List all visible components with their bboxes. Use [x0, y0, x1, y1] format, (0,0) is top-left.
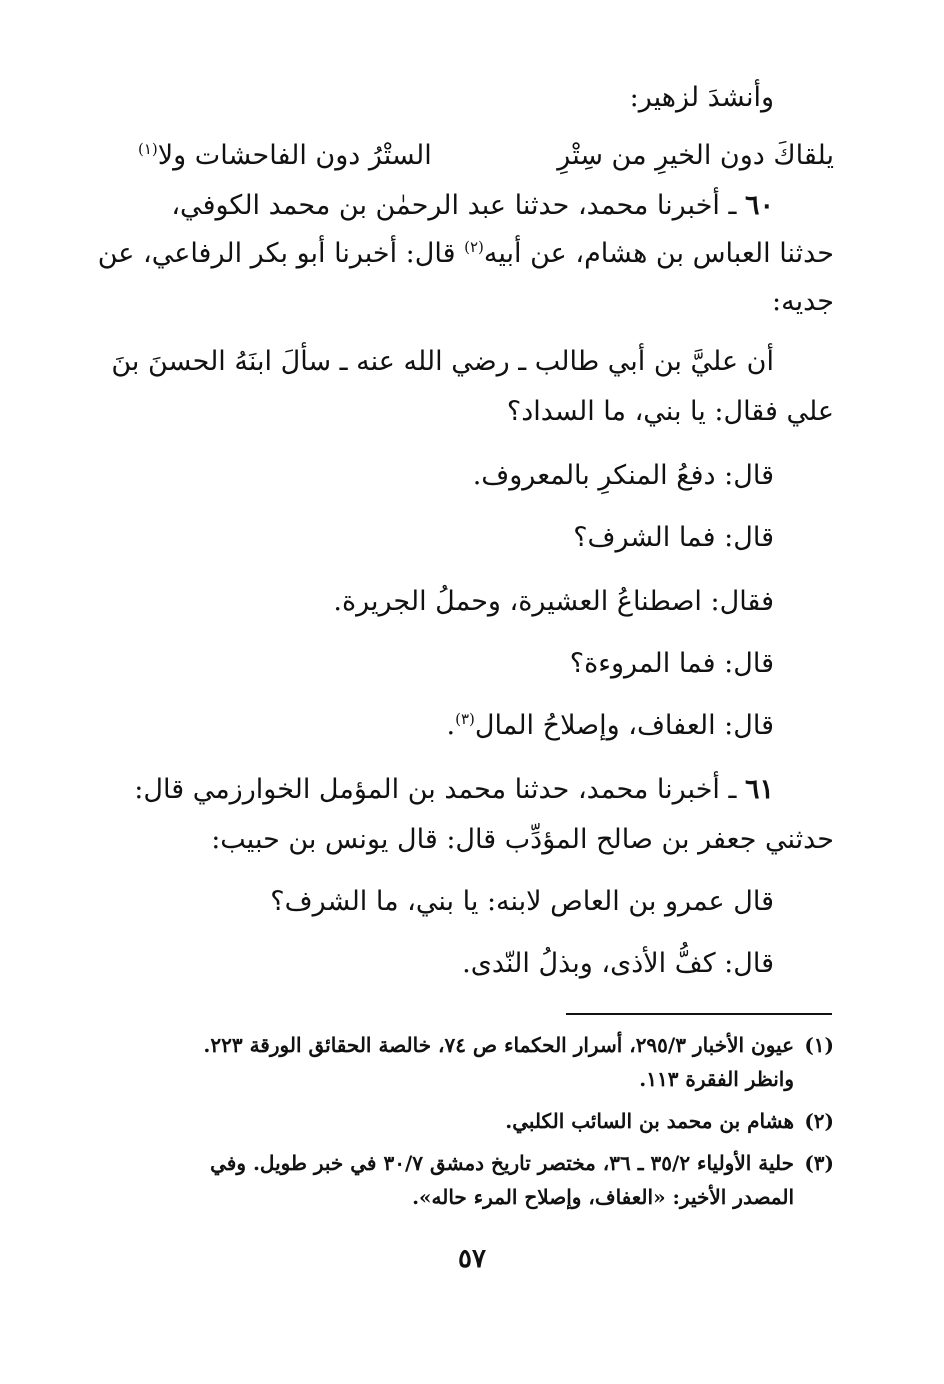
dialogue-line: قال: دفعُ المنكرِ بالمعروف. — [472, 460, 774, 491]
poem-intro: وأنشدَ لزهير: — [629, 82, 774, 113]
hadith-60-line-2: حدثنا العباس بن هشام، عن أبيه$^{(٢)}$ قال: أخبرنا أبو بكر الرفاعي، عن — [97, 238, 834, 269]
hadith-61-line-1: ٦١ ـ أخبرنا محمد، حدثنا محمد بن المؤمل الخوارزمي قال: — [134, 774, 774, 805]
dialogue-line: قال: فما الشرف؟ — [573, 522, 774, 553]
footnote-ref-1: (١) — [138, 140, 158, 158]
footnote-2: (٢)هشام بن محمد بن السائب الكلبي. — [505, 1109, 834, 1133]
hadith-number-61: ٦١ — [744, 774, 774, 805]
hadith-60-text-2: علي فقال: يا بني، ما السداد؟ — [506, 396, 834, 427]
hadith-61-line-2: حدثني جعفر بن صالح المؤدِّب قال: قال يونس بن حبيب: — [211, 824, 834, 855]
dialogue-line: قال عمرو بن العاص لابنه: يا بني، ما الشرف؟ — [270, 886, 774, 917]
verse-first-hemistich: يلقاكَ دون الخيرِ من سِتْرِ — [557, 140, 834, 171]
dialogue-line: قال: فما المروءة؟ — [569, 648, 774, 679]
page-number: ٥٧ — [458, 1244, 486, 1274]
dialogue-line: قال: العفاف، وإصلاحُ المال$^{(٣)}$. — [446, 710, 774, 741]
dialogue-line: قال: كفُّ الأذى، وبذلُ النّدى. — [462, 948, 774, 979]
verse-second-hemistich: الستْرُ دون الفاحشات ولا$^{(١)}$ — [138, 140, 432, 171]
footnote-ref-3: (٣) — [455, 710, 475, 728]
hadith-60-text-1: أن عليَّ بن أبي طالب ـ رضي الله عنه ـ سألَ ابنَهُ الحسنَ بنَ — [111, 346, 774, 377]
footnote-1-line-1: (١)عيون الأخبار ٢٩٥/٣، أسرار الحكماء ص ٧٤، خالصة الحقائق الورقة ٢٢٣. — [203, 1033, 834, 1057]
footnote-3-line-1: (٣)حلية الأولياء ٣٥/٢ ـ ٣٦، مختصر تاريخ دمشق ٣٠/٧ في خبر طويل. وفي — [210, 1151, 834, 1175]
footnote-1-line-2: وانظر الفقرة ١١٣. — [639, 1067, 794, 1091]
hadith-60-line-3: جديه: — [772, 286, 834, 317]
footnote-3-line-2: المصدر الأخير: «العفاف، وإصلاح المرء حاله». — [412, 1185, 794, 1209]
hadith-60-line-1: ٦٠ ـ أخبرنا محمد، حدثنا عبد الرحمٰن بن محمد الكوفي، — [171, 190, 774, 221]
footnote-ref-2: (٢) — [464, 238, 484, 256]
footnote-separator — [566, 1013, 832, 1015]
dialogue-line: فقال: اصطناعُ العشيرة، وحملُ الجريرة. — [333, 586, 774, 617]
hadith-number-60: ٦٠ — [744, 190, 774, 221]
